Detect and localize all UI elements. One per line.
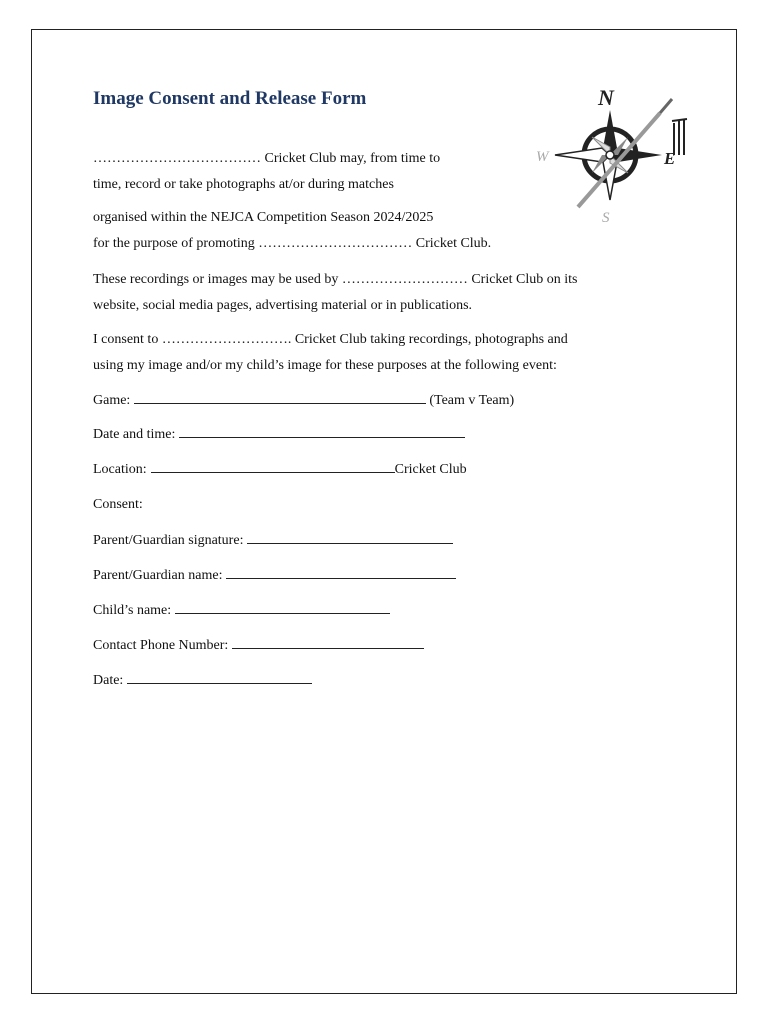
consent-line-2: using my image and/or my child’s image for these purposes at the following event: [93,358,557,373]
game-input-line[interactable] [134,402,426,404]
compass-cricket-logo [532,75,692,225]
club-name-blank: ……………………………… [93,151,261,166]
club-name-blank: …………………………… [258,236,413,251]
date-label: Date: [93,673,124,688]
consent-start: I consent to [93,332,159,347]
child-name-field [93,603,393,619]
page-title: Image Consent and Release Form [93,88,367,109]
phone-label: Contact Phone Number: [93,638,229,653]
date-time-input-line[interactable] [179,436,465,438]
date-field [93,673,315,689]
intro-line-4-end: Cricket Club. [415,236,492,251]
intro-line-1-text: Cricket Club may, from time to [264,151,441,166]
child-name-label: Child’s name: [93,603,172,618]
date-time-label: Date and time: [93,427,176,442]
signature-field [93,533,456,549]
club-name-blank: ………………………. [161,332,292,347]
guardian-name-label: Parent/Guardian name: [93,568,223,583]
location-suffix: Cricket Club [394,462,467,477]
cricket-stumps-icon [672,119,687,155]
location-label: Location: [93,462,147,477]
intro-line-4-start: for the purpose of promoting [93,236,255,251]
signature-input-line[interactable] [247,542,453,544]
date-input-line[interactable] [127,682,312,684]
intro-line-4 [93,236,491,252]
intro-line-1 [93,151,440,167]
usage-end: Cricket Club on its [471,272,578,287]
location-input-line[interactable] [151,471,395,473]
child-name-input-line[interactable] [175,612,390,614]
compass-south-letter: S [602,210,610,225]
intro-line-2: time, record or take photographs at/or during matches [93,177,394,192]
club-name-blank: ……………………… [341,272,468,287]
game-label: Game: [93,393,131,408]
usage-line-1 [93,272,578,288]
location-field [93,462,467,478]
form-page [31,29,737,994]
guardian-name-input-line[interactable] [226,577,456,579]
compass-west-letter: W [536,149,549,165]
compass-east-letter: E [664,149,676,168]
phone-input-line[interactable] [232,647,424,649]
game-field [93,393,514,409]
usage-line-2: website, social media pages, advertising material or in publications. [93,298,473,313]
compass-north-letter: N [598,85,614,110]
signature-label: Parent/Guardian signature: [93,533,244,548]
consent-line-1 [93,332,568,348]
game-suffix: (Team v Team) [429,393,515,408]
date-time-field [93,427,468,443]
phone-field [93,638,427,654]
intro-line-3: organised within the NEJCA Competition Season 2024/2025 [93,210,434,225]
usage-start: These recordings or images may be used by [93,272,339,287]
consent-end: Cricket Club taking recordings, photographs and [294,332,568,347]
guardian-name-field [93,568,459,584]
compass-star-icon [555,110,662,200]
consent-label: Consent: [93,497,143,512]
